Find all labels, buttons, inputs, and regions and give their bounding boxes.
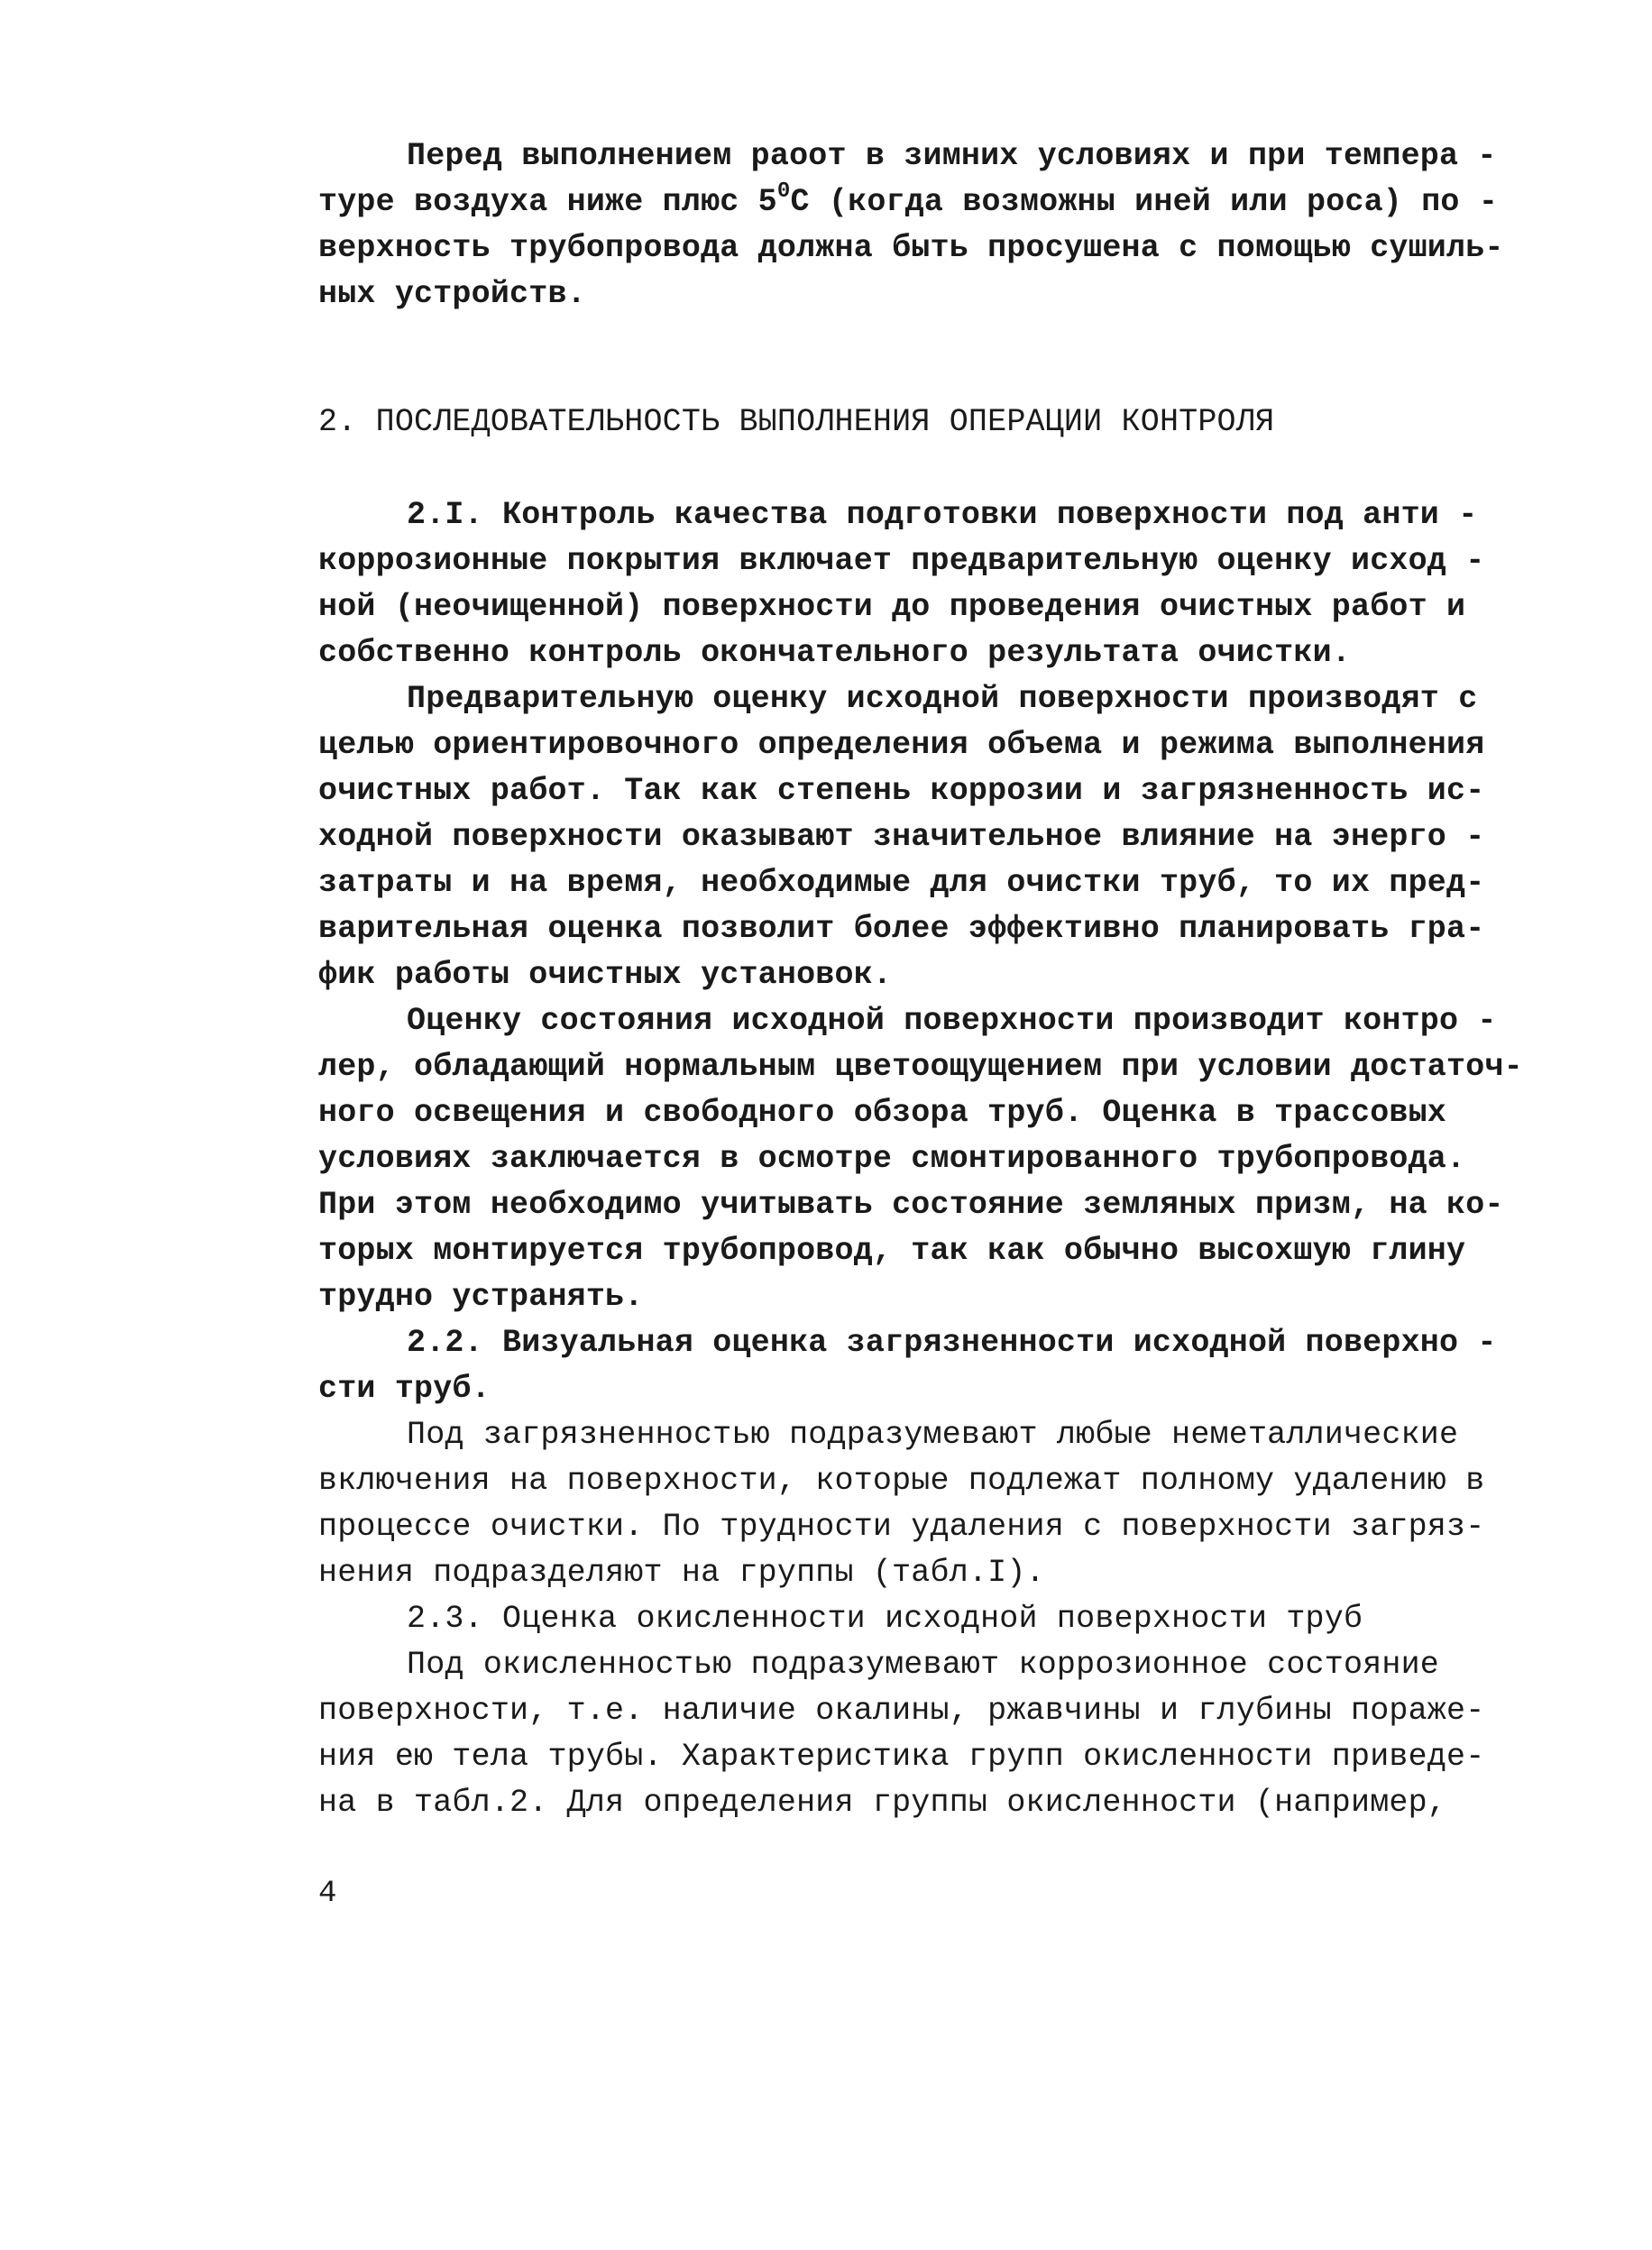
section-body xyxy=(318,492,1523,1826)
body-line: лер, обладающий нормальным цветоощущением при условии достаточ- xyxy=(318,1049,1523,1085)
body-line: собственно контроль окончательного результата очистки. xyxy=(318,635,1351,671)
body-line: сти труб. xyxy=(318,1371,491,1407)
body-line: условиях заключается в осмотре смонтированного трубопровода. xyxy=(318,1141,1466,1177)
section-heading: 2. ПОСЛЕДОВАТЕЛЬНОСТЬ ВЫПОЛНЕНИЯ ОПЕРАЦИИ КОНТРОЛЯ xyxy=(318,404,1275,440)
body-line: 2.3. Оценка окисленности исходной поверхности труб xyxy=(407,1601,1363,1637)
body-line: ного освещения и свободного обзора труб. Оценка в трассовых xyxy=(318,1095,1447,1131)
body-line: целью ориентировочного определения объема и режима выполнения xyxy=(318,727,1485,763)
intro-line-2 xyxy=(318,179,1499,225)
body-line: фик работы очистных установок. xyxy=(318,957,893,993)
body-line: ходной поверхности оказывают значительное влияние на энерго - xyxy=(318,819,1485,855)
body-line: торых монтируется трубопровод, так как обычно высохшую глину xyxy=(318,1233,1466,1269)
body-line: ной (неочищенной) поверхности до проведения очистных работ и xyxy=(318,589,1466,625)
body-line: поверхности, т.е. наличие окалины, ржавчины и глубины пораже- xyxy=(318,1693,1485,1729)
body-line: нения подразделяют на группы (табл.I). xyxy=(318,1555,1045,1591)
body-line: 2.2. Визуальная оценка загрязненности исходной поверхно - xyxy=(407,1325,1497,1361)
body-line: Оценку состояния исходной поверхности производит контро - xyxy=(407,1003,1497,1039)
body-line: При этом необходимо учитывать состояние земляных призм, на ко- xyxy=(318,1187,1504,1223)
body-line: коррозионные покрытия включает предварительную оценку исход - xyxy=(318,543,1485,579)
body-line: трудно устранять. xyxy=(318,1279,644,1315)
body-line: Под окисленностью подразумевают коррозионное состояние xyxy=(407,1647,1439,1683)
body-line: очистных работ. Так как степень коррозии и загрязненность ис- xyxy=(318,773,1485,809)
body-line: на в табл.2. Для определения группы окисленности (например, xyxy=(318,1785,1447,1821)
body-line: Предварительную оценку исходной поверхности производят с xyxy=(407,681,1478,717)
body-line: включения на поверхности, которые подлежат полному удалению в xyxy=(318,1463,1485,1499)
body-line: варительная оценка позволит более эффективно планировать гра- xyxy=(318,911,1485,947)
body-line: ния ею тела трубы. Характеристика групп окисленности приведе- xyxy=(318,1739,1485,1775)
degree-symbol: 0 xyxy=(776,179,791,205)
intro-paragraph xyxy=(318,133,1504,317)
body-line: 2.I. Контроль качества подготовки поверхности под анти - xyxy=(407,497,1478,533)
intro-line-4: ных устройств. xyxy=(318,276,586,312)
body-line: процессе очистки. По трудности удаления с поверхности загряз- xyxy=(318,1509,1485,1545)
body-line: Под загрязненностью подразумевают любые неметаллические xyxy=(407,1417,1459,1453)
intro-line-2-end: С (когда возможны иней или роса) по - xyxy=(790,184,1499,220)
body-line: затраты и на время, необходимые для очистки труб, то их пред- xyxy=(318,865,1485,901)
intro-line-2-start: туре воздуха ниже плюс 5 xyxy=(318,184,777,220)
page-number: 4 xyxy=(318,1877,337,1911)
intro-line-1: Перед выполнением раоот в зимних условиях и при темпера - xyxy=(407,138,1497,174)
intro-line-3: верхность трубопровода должна быть просушена с помощью сушиль- xyxy=(318,230,1504,266)
